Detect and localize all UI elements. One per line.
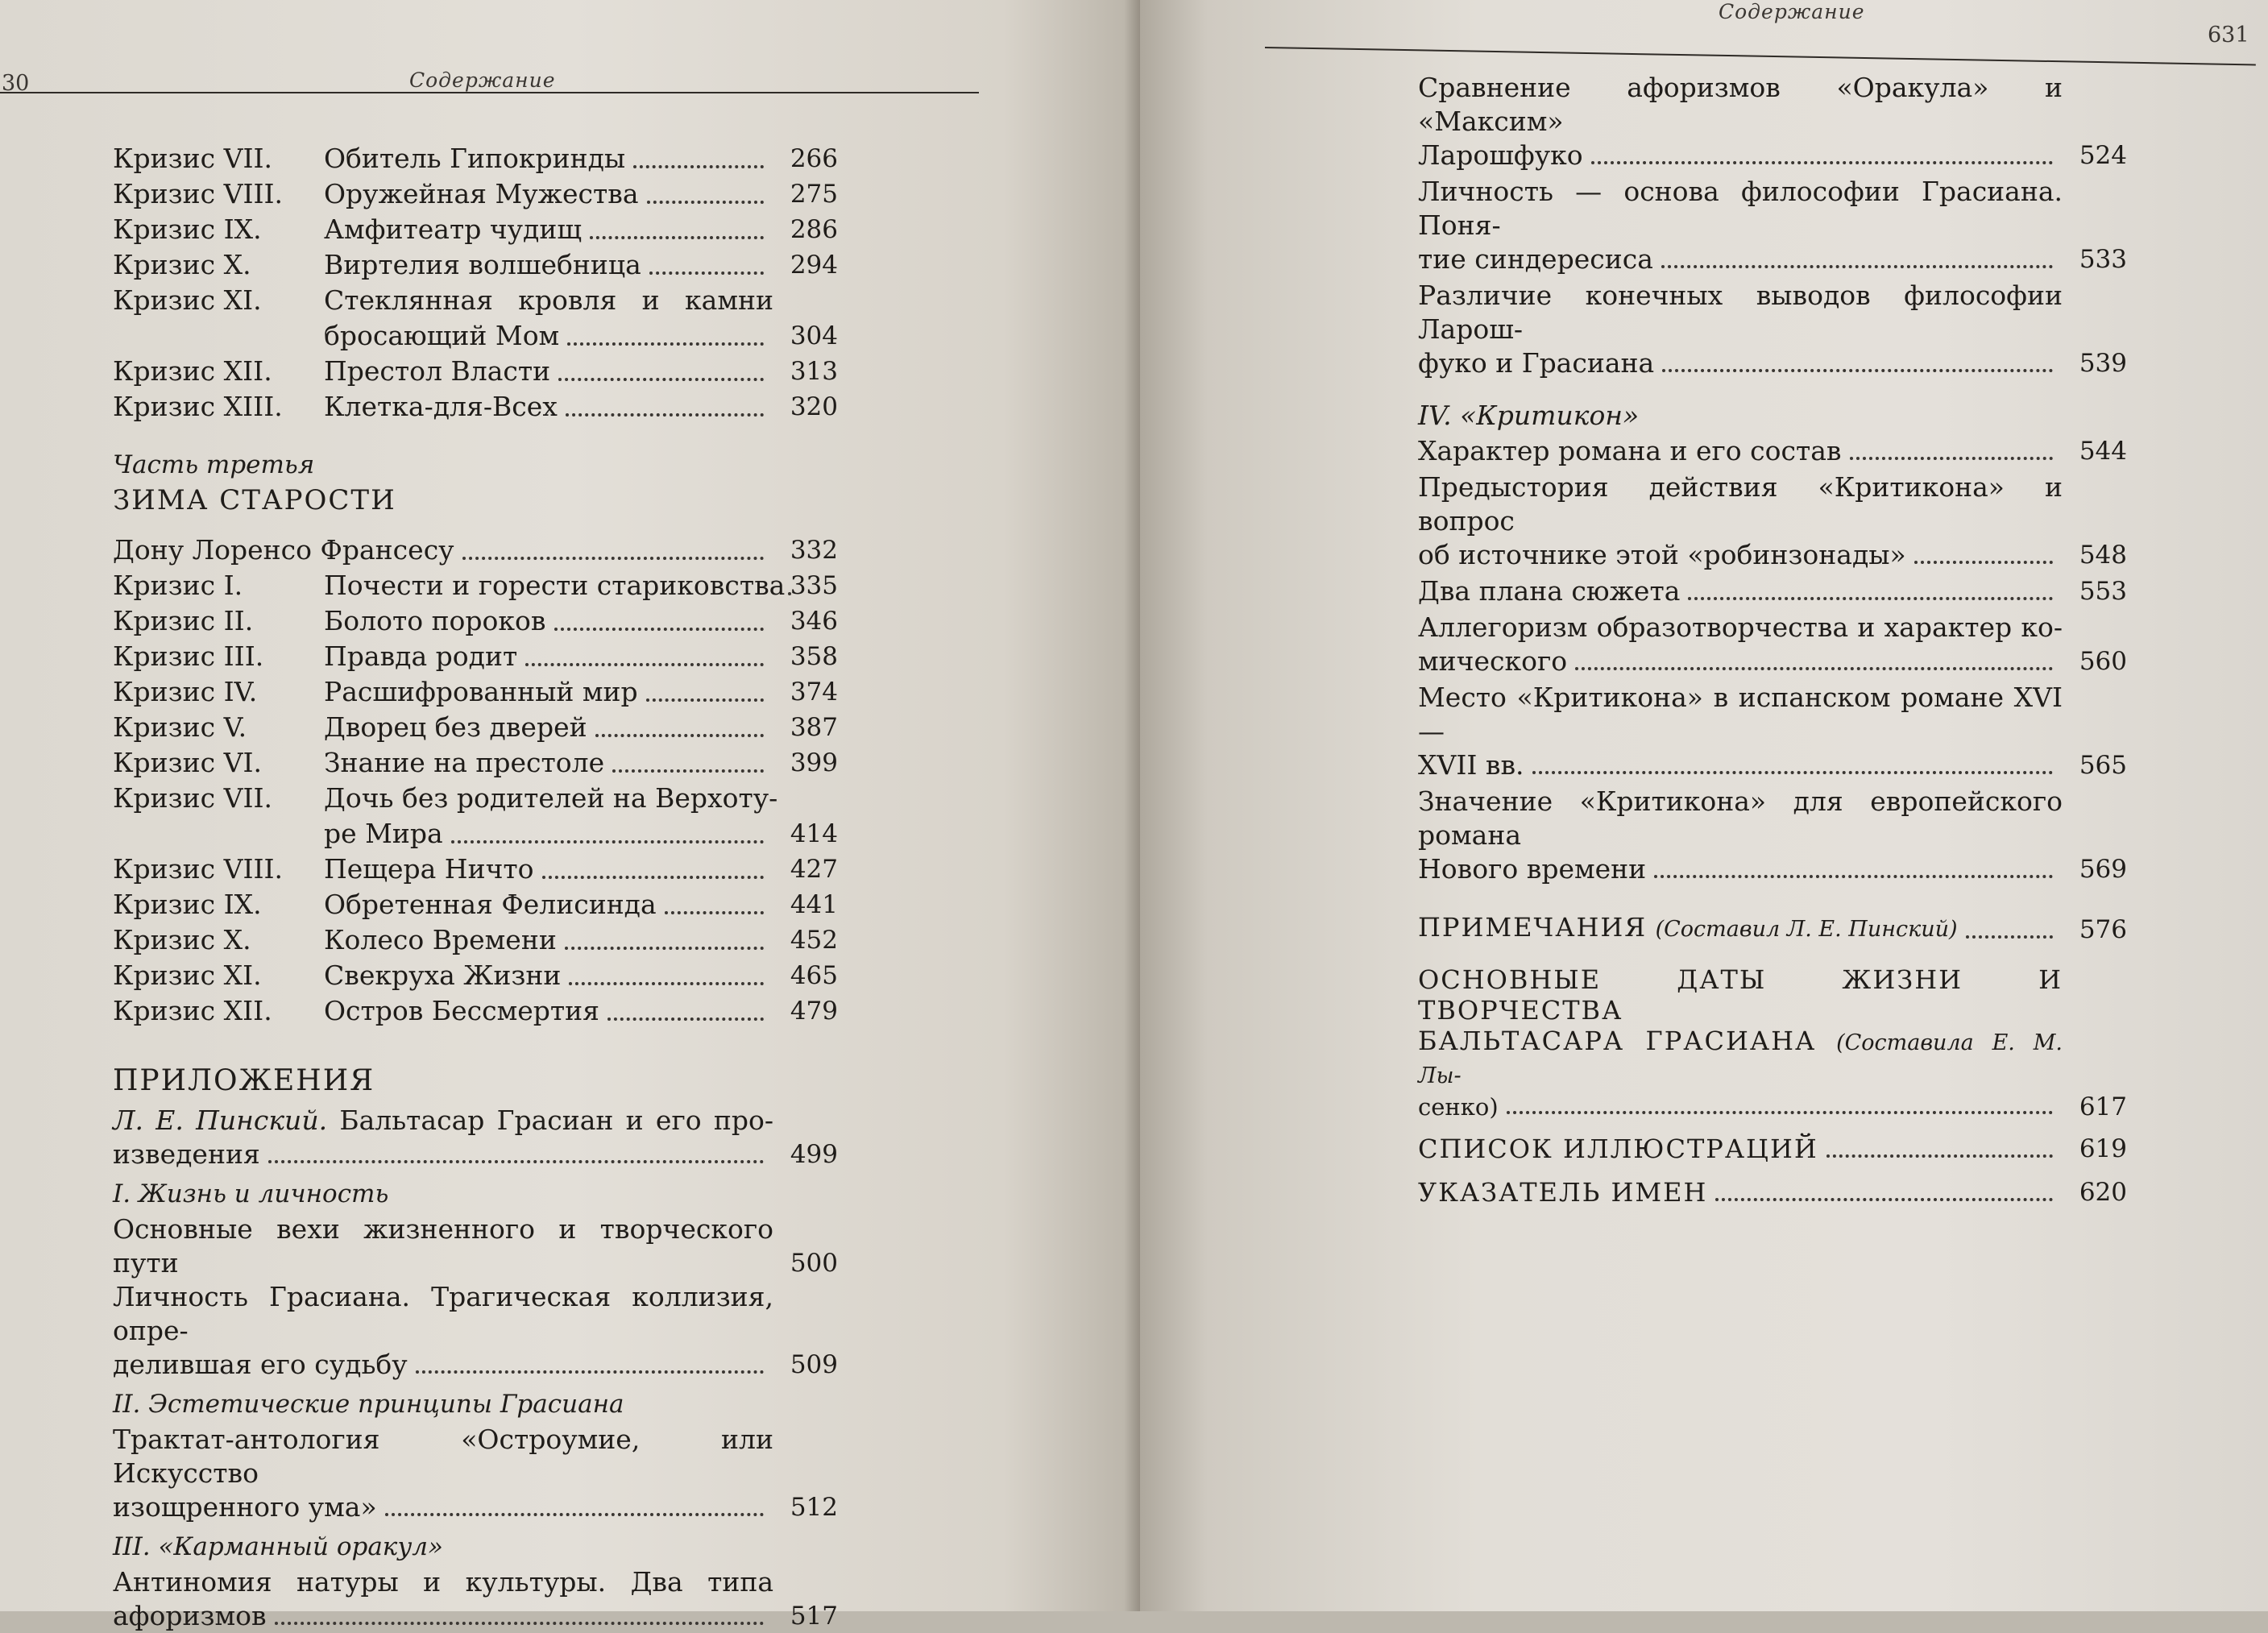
entry-title-line3: сенко)	[1418, 1093, 1499, 1121]
toc-entry[interactable]	[1418, 279, 2127, 380]
dot-leader	[1914, 561, 2053, 564]
toc-entry[interactable]	[1418, 1175, 2127, 1209]
entry-title-line1: Стеклянная кровля и камни	[324, 284, 773, 316]
entry-title-line2: мического	[1418, 645, 1568, 677]
entry-title: Виртелия волшебница	[324, 249, 641, 280]
entry-title-line2: тие синдересиса	[1418, 243, 1653, 275]
page-ref: 304	[790, 321, 838, 350]
dot-leader	[275, 1622, 764, 1625]
crisis-label: Кризис II.	[113, 605, 254, 636]
crisis-label: Кризис XII.	[113, 355, 272, 387]
page-ref: 617	[2079, 1092, 2127, 1121]
page-ref: 452	[790, 926, 838, 955]
dot-leader	[558, 378, 764, 381]
crisis-label: Кризис V.	[113, 711, 247, 743]
toc-entry[interactable]	[113, 389, 838, 425]
dot-leader	[1826, 1154, 2053, 1158]
entry-title: Правда родит	[324, 640, 518, 672]
right-page	[1140, 0, 2268, 1611]
page-number: 30	[2, 71, 30, 96]
toc-entry[interactable]	[113, 781, 838, 852]
toc-entry[interactable]	[1418, 910, 2127, 947]
toc-entry[interactable]	[113, 922, 838, 958]
page-ref: 524	[2079, 141, 2127, 170]
entry-title: Престол Власти	[324, 355, 551, 387]
toc-entry[interactable]	[113, 887, 838, 922]
dot-leader	[566, 413, 764, 417]
entry-title-line1: Сравнение афоризмов «Оракула» и «Максим»	[1418, 72, 2063, 137]
running-head: Содержание	[409, 68, 556, 92]
entry-title-line1: Дочь без родителей на Верхоту-	[324, 782, 778, 814]
page-ref: 275	[790, 180, 838, 209]
entry-title: Оружейная Мужества	[324, 178, 639, 209]
dot-leader	[567, 342, 764, 346]
page-ref: 332	[790, 536, 838, 565]
crisis-label: Кризис X.	[113, 924, 251, 955]
entry-title-line2: фуко и Грасиана	[1418, 347, 1655, 379]
entry-title-line2: Нового времени	[1418, 853, 1647, 885]
entry-title: Колесо Времени	[324, 924, 557, 955]
toc-entry[interactable]	[113, 1565, 838, 1633]
dot-leader	[665, 911, 764, 914]
page-ref: 576	[2079, 915, 2127, 944]
page-ref: 441	[790, 890, 838, 919]
entry-title-line2: XVII вв.	[1418, 749, 1524, 781]
part-label: Часть третья	[113, 450, 315, 479]
entry-title-line1: Трактат-антология «Остроумие, или Искусство	[113, 1424, 773, 1489]
dot-leader	[647, 201, 764, 204]
crisis-label: Кризис VII.	[113, 782, 273, 814]
dot-leader	[1575, 667, 2053, 670]
entry-title: Почести и горести стариковства	[324, 570, 786, 601]
entry-title: Два плана сюжета	[1418, 575, 1681, 607]
entry-title-line1: Антиномия натуры и культуры. Два типа	[113, 1566, 773, 1598]
dot-leader	[1850, 457, 2054, 460]
dot-leader	[542, 876, 764, 879]
toc-entry[interactable]	[113, 745, 838, 781]
header-rule	[1265, 47, 2256, 65]
toc-right	[1418, 68, 2127, 1209]
page-ref: 565	[2079, 751, 2127, 780]
dot-leader	[595, 734, 764, 737]
entry-title-line1: Основные вехи жизненного и творческого пути	[113, 1213, 773, 1279]
dot-leader	[1966, 935, 2053, 939]
page-ref: 399	[790, 748, 838, 777]
entry-credit: (Составил Л. Е. Пинский)	[1655, 917, 1958, 942]
entry-title-line2: об источнике этой «робинзонады»	[1418, 539, 1906, 570]
toc-entry[interactable]	[1418, 681, 2127, 782]
entry-title: Пещера Ничто	[324, 853, 534, 885]
page-ref: 346	[790, 607, 838, 636]
page-ref: 414	[790, 819, 838, 848]
crisis-label: Кризис IX.	[113, 889, 262, 920]
toc-entry[interactable]	[113, 141, 838, 176]
toc-left	[113, 141, 838, 1633]
crisis-label: Кризис VIII.	[113, 178, 284, 209]
entry-title: Дворец без дверей	[324, 711, 587, 743]
dot-leader	[1661, 265, 2053, 268]
toc-entry[interactable]	[113, 639, 838, 674]
toc-entry[interactable]	[1418, 71, 2127, 172]
toc-entry[interactable]	[113, 993, 838, 1029]
crisis-label: Кризис XI.	[113, 959, 262, 991]
page-ref: 553	[2079, 577, 2127, 606]
dot-leader	[462, 557, 764, 560]
entry-title: ПРИМЕЧАНИЯ	[1418, 912, 1648, 943]
entry-title-line1: Бальтасар Грасиан и его про-	[339, 1105, 773, 1136]
dot-leader	[385, 1513, 764, 1516]
entry-title-line2: афоризмов	[113, 1600, 267, 1631]
entry-title-line1: Предыстория действия «Критикона» и вопрос	[1418, 471, 2063, 537]
entry-title: Клетка-для-Всех	[324, 391, 558, 422]
appendix-title: ПРИЛОЖЕНИЯ	[113, 1064, 375, 1097]
crisis-label: Кризис VII.	[113, 143, 273, 174]
page-ref: 512	[790, 1493, 838, 1522]
entry-title-line2: изведения	[113, 1138, 260, 1170]
crisis-label: Кризис IX.	[113, 213, 262, 245]
entry-title: Знание на престоле	[324, 747, 605, 778]
page-ref: 620	[2079, 1178, 2127, 1207]
page-ref: 517	[790, 1602, 838, 1631]
toc-entry[interactable]	[1418, 785, 2127, 886]
dot-leader	[1688, 597, 2053, 600]
entry-title: Свекруха Жизни	[324, 959, 562, 991]
entry-title-line2: ре Мира	[324, 818, 443, 849]
toc-entry[interactable]	[113, 354, 838, 389]
section-heading: III. «Карманный оракул»	[113, 1532, 444, 1561]
entry-title-line1: Личность Грасиана. Трагическая коллизия, опре-	[113, 1281, 773, 1346]
toc-entry[interactable]	[113, 958, 838, 993]
entry-title: Остров Бессмертия	[324, 995, 599, 1026]
toc-entry[interactable]	[1418, 434, 2127, 468]
entry-credit: (Составила Е. М. Лы-	[1418, 1030, 2063, 1088]
page-ref: 569	[2079, 855, 2127, 884]
entry-title-line1: ОСНОВНЫЕ ДАТЫ ЖИЗНИ И ТВОРЧЕСТВА	[1418, 964, 2063, 1026]
entry-title-line2: БАЛЬТАСАРА ГРАСИАНА	[1418, 1026, 1817, 1056]
page-ref: 286	[790, 215, 838, 244]
page-ref: 335	[790, 571, 838, 600]
entry-title: Дону Лоренсо Франсесу	[113, 534, 454, 566]
toc-entry[interactable]	[113, 674, 838, 710]
dot-leader	[565, 947, 764, 950]
entry-title-line1: Личность — основа философии Грасиана. Поня-	[1418, 176, 2063, 241]
crisis-label: Кризис XIII.	[113, 391, 283, 422]
entry-title: Амфитеатр чудищ	[324, 213, 583, 245]
entry-title-line1: Различие конечных выводов философии Ларош-	[1418, 280, 2063, 345]
running-head: Содержание	[1719, 0, 1865, 23]
entry-title: СПИСОК ИЛЛЮСТРАЦИЙ	[1418, 1134, 1818, 1164]
page-ref: 387	[790, 713, 838, 742]
header-rule	[0, 92, 979, 93]
page-ref: 266	[790, 144, 838, 173]
crisis-label: Кризис IV.	[113, 676, 258, 707]
entry-title: Болото пороков	[324, 605, 546, 636]
crisis-label: Кризис I.	[113, 570, 243, 601]
page-ref: 427	[790, 855, 838, 884]
entry-title-line2: Ларошфуко	[1418, 139, 1583, 171]
entry-title-line2: изощренного ума»	[113, 1491, 377, 1523]
toc-entry[interactable]	[113, 176, 838, 212]
page-ref: 499	[790, 1140, 838, 1169]
section-heading: IV. «Критикон»	[1418, 400, 1640, 431]
crisis-label: Кризис XI.	[113, 284, 262, 316]
entry-title: Расшифрованный мир	[324, 676, 638, 707]
toc-entry[interactable]	[113, 568, 838, 603]
page-ref: 320	[790, 392, 838, 421]
dot-leader	[646, 698, 764, 702]
toc-entry[interactable]	[113, 852, 838, 887]
dot-leader	[590, 236, 764, 239]
toc-entry[interactable]	[1418, 611, 2127, 678]
entry-title: Обретенная Фелисинда	[324, 889, 657, 920]
toc-entry[interactable]	[113, 1423, 838, 1524]
toc-entry[interactable]	[1418, 964, 2127, 1122]
page-number: 631	[2208, 23, 2249, 48]
dot-leader	[1662, 369, 2053, 372]
dot-leader	[268, 1160, 764, 1163]
toc-entry[interactable]	[113, 603, 838, 639]
page-ref: 560	[2079, 647, 2127, 676]
dot-leader	[569, 982, 764, 985]
entry-title: УКАЗАТЕЛЬ ИМЕН	[1418, 1177, 1708, 1208]
toc-entry[interactable]	[113, 1280, 838, 1382]
entry-title-line1: Место «Критикона» в испанском романе XVI—	[1418, 682, 2063, 747]
toc-entry[interactable]	[1418, 1132, 2127, 1166]
entry-title-line2: делившая его судьбу	[113, 1349, 408, 1380]
dot-leader	[607, 1018, 764, 1021]
page-ref: 539	[2079, 349, 2127, 378]
toc-entry[interactable]	[113, 1104, 838, 1171]
dot-leader	[1715, 1198, 2053, 1201]
dot-leader	[1591, 161, 2053, 164]
page-ref: 544	[2079, 437, 2127, 466]
toc-entry[interactable]	[113, 247, 838, 283]
page-ref: 619	[2079, 1134, 2127, 1163]
part-title: ЗИМА СТАРОСТИ	[113, 484, 396, 516]
dot-leader	[649, 271, 764, 275]
dot-leader	[451, 840, 764, 843]
crisis-label: Кризис III.	[113, 640, 264, 672]
dot-leader	[1654, 875, 2053, 878]
toc-entry[interactable]	[113, 1212, 838, 1280]
entry-title-line1: Аллегоризм образотворчества и характер ко-	[1418, 611, 2063, 643]
entry-title: Характер романа и его состав	[1418, 435, 1842, 466]
entry-title-line2: бросающий Мом	[324, 320, 560, 351]
section-heading: II. Эстетические принципы Грасиана	[113, 1390, 624, 1419]
dot-leader	[416, 1370, 764, 1374]
dot-leader	[612, 769, 764, 773]
page-ref: 548	[2079, 541, 2127, 570]
entry-title: Обитель Гипокринды	[324, 143, 626, 174]
page-ref: 313	[790, 357, 838, 386]
essay-author: Л. Е. Пинский.	[113, 1105, 328, 1136]
page-ref: 509	[790, 1350, 838, 1379]
entry-title-line1: Значение «Критикона» для европейского романа	[1418, 785, 2063, 851]
dot-leader	[554, 628, 765, 631]
page-ref: 533	[2079, 245, 2127, 274]
page-ref: 500	[790, 1249, 838, 1278]
page-ref: 294	[790, 251, 838, 280]
page-ref: 479	[790, 997, 838, 1026]
crisis-label: Кризис X.	[113, 249, 251, 280]
toc-entry[interactable]	[113, 212, 838, 247]
page-ref: 465	[790, 961, 838, 990]
toc-entry[interactable]	[113, 533, 838, 568]
dot-leader	[525, 663, 764, 666]
crisis-label: Кризис VI.	[113, 747, 262, 778]
page-ref: 374	[790, 678, 838, 707]
crisis-label: Кризис VIII.	[113, 853, 284, 885]
toc-entry[interactable]	[1418, 574, 2127, 608]
toc-entry[interactable]	[1418, 470, 2127, 572]
dot-leader	[633, 165, 764, 168]
dot-leader	[1507, 1111, 2053, 1114]
page-ref: 358	[790, 642, 838, 671]
section-heading: I. Жизнь и личность	[113, 1179, 389, 1208]
toc-entry[interactable]	[113, 283, 838, 354]
crisis-label: Кризис XII.	[113, 995, 272, 1026]
toc-entry[interactable]	[113, 710, 838, 745]
toc-entry[interactable]	[1418, 175, 2127, 276]
dot-leader	[1532, 771, 2053, 774]
